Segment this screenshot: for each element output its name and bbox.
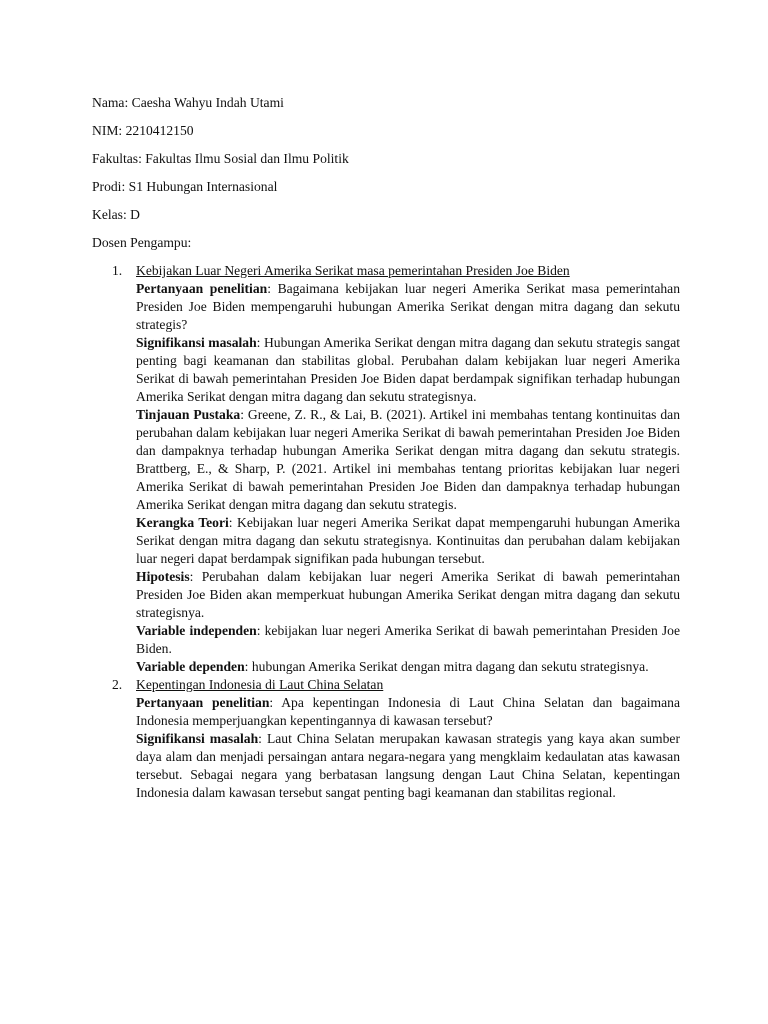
para-separator: : — [189, 569, 202, 584]
faculty: Fakultas: Fakultas Ilmu Sosial dan Ilmu Politik — [92, 151, 349, 166]
para-text: Kebijakan luar negeri Amerika Serikat dapat mempengaruhi hubungan Amerika Serikat dengan mitra dagang dan sekutu strategisnya. Kontinuitas dan perubahan dalam kebijakan luar negeri dapat berdampak signifikan pada hubungan tersebut. — [136, 515, 681, 566]
para-label: Variable independen — [136, 623, 257, 638]
para-text: Laut China Selatan merupakan kawasan strategis yang kaya akan sumber daya alam dan menjadi persaingan antara negara-negara yang mengklaim kedaulatan atas kawasan tersebut. Sebagai negara yang berbatasan langsung dengan Laut China Selatan, kepentingan Indonesia dalam kawasan tersebut sangat penting bagi keamanan dan stabilitas regional. — [136, 731, 680, 800]
para-separator: : — [256, 335, 264, 350]
topic-list — [92, 262, 680, 802]
para-separator: : — [256, 623, 265, 638]
lecturer: Dosen Pengampu: — [92, 235, 192, 250]
para-text: Apa kepentingan Indonesia di Laut China Selatan dan bagaimana Indonesia memperjuangkan kepentingannya di kawasan tersebut? — [136, 695, 680, 728]
para-separator: : — [240, 407, 248, 422]
student-name: Nama: Caesha Wahyu Indah Utami — [92, 95, 284, 110]
para-text: Bagaimana kebijakan luar negeri Amerika Serikat masa pemerintahan Presiden Joe Biden mempengaruhi hubungan Amerika Serikat dengan mitra dagang dan sekutu strategis? — [136, 281, 680, 332]
para-text: Hubungan Amerika Serikat dengan mitra dagang dan sekutu strategis sangat penting bagi keamanan dan stabilitas global. Perubahan dalam kebijakan luar negeri Amerika Serikat di bawah pemerintahan Presiden Joe Biden dapat berdampak signifikan terhadap hubungan Amerika Serikat dengan mitra dagang dan sekutu strategisnya. — [136, 335, 681, 404]
study-program: Prodi: S1 Hubungan Internasional — [92, 179, 278, 194]
para-text: hubungan Amerika Serikat dengan mitra dagang dan sekutu strategisnya. — [251, 659, 649, 674]
para-separator: : — [269, 695, 282, 710]
problem-significance — [136, 730, 680, 802]
theoretical-framework — [136, 514, 680, 568]
para-label: Tinjauan Pustaka — [136, 407, 241, 422]
independent-variable — [136, 622, 680, 658]
para-label: Hipotesis — [136, 569, 190, 584]
para-separator: : — [244, 659, 252, 674]
para-text: kebijakan luar negeri Amerika Serikat di bawah pemerintahan Presiden Joe Biden. — [136, 623, 680, 656]
item-title: Kebijakan Luar Negeri Amerika Serikat masa pemerintahan Presiden Joe Biden — [136, 263, 570, 278]
list-item — [92, 676, 680, 802]
class: Kelas: D — [92, 207, 140, 222]
hypothesis — [136, 568, 680, 622]
para-label: Pertanyaan penelitian — [136, 695, 270, 710]
para-label: Variable dependen — [136, 659, 245, 674]
para-label: Kerangka Teori — [136, 515, 229, 530]
research-question — [136, 694, 680, 730]
dependent-variable — [136, 658, 680, 676]
problem-significance — [136, 334, 680, 406]
list-item — [92, 262, 680, 676]
para-label: Pertanyaan penelitian — [136, 281, 268, 296]
para-separator: : — [258, 731, 267, 746]
research-question — [136, 280, 680, 334]
item-number: 1. — [112, 263, 123, 278]
para-label: Signifikansi masalah — [136, 335, 257, 350]
para-text: Perubahan dalam kebijakan luar negeri Amerika Serikat di bawah pemerintahan Presiden Joe Biden akan memperkuat hubungan Amerika Serikat dengan mitra dagang dan sekutu strategisnya. — [136, 569, 680, 620]
literature-review — [136, 406, 680, 514]
para-separator: : — [228, 515, 237, 530]
para-text: Greene, Z. R., & Lai, B. (2021). Artikel ini membahas tentang kontinuitas dan perubahan dalam kebijakan luar negeri Amerika Serikat di bawah pemerintahan Presiden Joe Biden dan dampaknya terhadap hubungan Amerika Serikat dengan mitra dagang dan sekutu strategis. Brattberg, E., & Sharp, P. (2021. Artikel ini membahas tentang prioritas kebijakan luar negeri Amerika Serikat di bawah pemerintahan Presiden Joe Biden dan dampaknya terhadap hubungan Amerika Serikat dengan mitra dagang dan sekutu strategis. — [136, 407, 680, 512]
student-nim: NIM: 2210412150 — [92, 123, 194, 138]
item-number: 2. — [112, 677, 123, 692]
para-label: Signifikansi masalah — [136, 731, 259, 746]
para-separator: : — [267, 281, 278, 296]
item-title: Kepentingan Indonesia di Laut China Selatan — [136, 677, 384, 692]
